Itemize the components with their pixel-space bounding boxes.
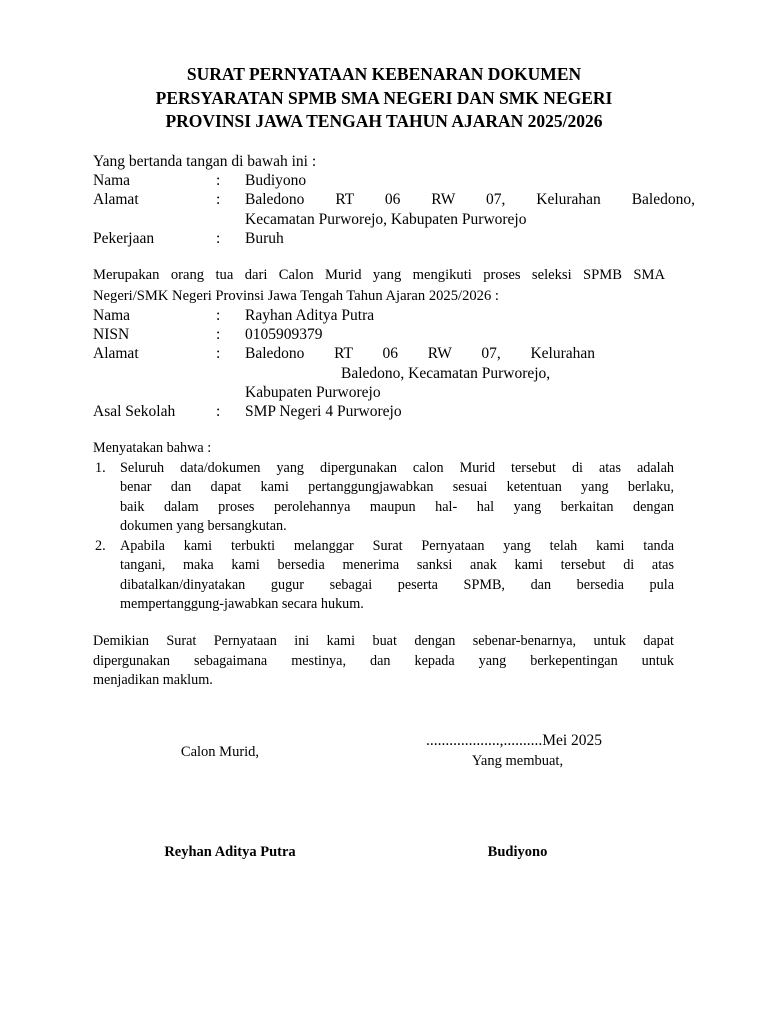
statement-line: benar dan dapat kami pertanggungjawabkan sesuai ketentuan yang berlaku, (120, 479, 674, 495)
parent-address-line: Kecamatan Purworejo, Kabupaten Purworejo (245, 211, 527, 228)
student-nisn-value: 0105909379 (245, 326, 323, 343)
separator: : (216, 172, 221, 189)
title-line: PERSYARATAN SPMB SMA NEGERI DAN SMK NEGERI (155, 87, 613, 108)
student-school-value: SMP Negeri 4 Purworejo (245, 403, 402, 420)
parent-name-value: Budiyono (245, 172, 307, 189)
student-signature-name: Reyhan Aditya Putra (164, 844, 296, 860)
closing-line: Demikian Surat Pernyataan ini kami buat dengan sebenar-benarnya, untuk dapat (93, 633, 674, 649)
student-address-line: Baledono RT 06 RW 07, Kelurahan (245, 345, 595, 362)
statement-line: dokumen yang bersangkutan. (120, 518, 287, 534)
closing-line: menjadikan maklum. (93, 672, 213, 688)
student-address-line: Kabupaten Purworejo (245, 384, 381, 401)
mid-paragraph-line: Merupakan orang tua dari Calon Murid yang mengikuti proses seleksi SPMB SMA (93, 267, 665, 283)
statement-line: baik dalam proses perolehannya maupun hal- hal yang berkaitan dengan (120, 499, 674, 515)
statement-line: mempertanggung-jawabkan secara hukum. (120, 596, 364, 612)
title-line: SURAT PERNYATAAN KEBENARAN DOKUMEN (186, 64, 582, 84)
statement-number: 2. (95, 538, 106, 554)
parent-address-line: Baledono RT 06 RW 07, Kelurahan Baledono, (245, 191, 695, 208)
closing-line: dipergunakan sebagaimana mestinya, dan kepada yang berkepentingan untuk (93, 653, 674, 669)
statement-intro: Menyatakan bahwa : (93, 440, 212, 456)
intro-text: Yang bertanda tangan di bawah ini : (93, 153, 317, 170)
student-address-line: Baledono, Kecamatan Purworejo, (341, 365, 551, 382)
statement-line: tangani, maka kami bersedia menerima sanksi anak kami tersebut di atas (120, 557, 674, 573)
student-nisn-label: NISN (93, 326, 130, 343)
student-name-value: Rayhan Aditya Putra (245, 307, 375, 324)
student-signature-label: Calon Murid, (180, 744, 260, 760)
statement-number: 1. (95, 460, 106, 476)
statement-line: dibatalkan/dinyatakan gugur sebagai peserta SPMB, dan bersedia pula (120, 577, 674, 593)
signature-date: ...................,..........Mei 2025 (425, 732, 603, 749)
parent-occupation-value: Buruh (245, 230, 284, 247)
parent-name-label: Nama (93, 172, 131, 189)
parent-occupation-label: Pekerjaan (93, 230, 155, 247)
parent-address-label: Alamat (93, 191, 139, 208)
student-name-label: Nama (93, 307, 131, 324)
student-school-label: Asal Sekolah (93, 403, 176, 420)
document-title (60, 63, 708, 134)
separator: : (216, 307, 221, 324)
separator: : (216, 403, 221, 420)
student-address-label: Alamat (93, 345, 139, 362)
title-line: PROVINSI JAWA TENGAH TAHUN AJARAN 2025/2026 (165, 111, 603, 131)
separator: : (216, 345, 221, 362)
parent-signature-label: Yang membuat, (471, 753, 564, 769)
separator: : (216, 191, 221, 208)
statement-line: Seluruh data/dokumen yang dipergunakan calon Murid tersebut di atas adalah (120, 460, 674, 476)
mid-paragraph-line: Negeri/SMK Negeri Provinsi Jawa Tengah Tahun Ajaran 2025/2026 : (93, 288, 499, 304)
statement-line: Apabila kami terbukti melanggar Surat Pernyataan yang telah kami tanda (120, 538, 674, 554)
parent-signature-name: Budiyono (487, 844, 548, 860)
separator: : (216, 326, 221, 343)
separator: : (216, 230, 221, 247)
